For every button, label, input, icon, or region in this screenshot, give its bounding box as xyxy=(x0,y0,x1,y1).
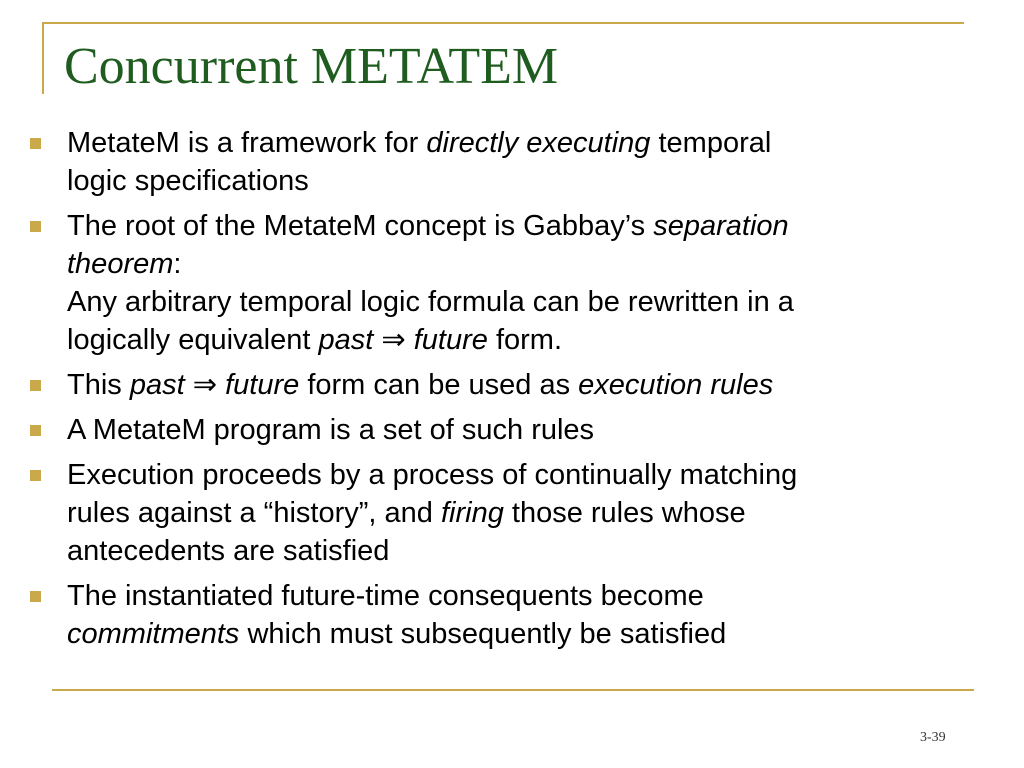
bullet-item xyxy=(30,411,1000,449)
footer-rule xyxy=(52,689,974,691)
emphasis-text: past xyxy=(318,324,374,356)
bullet-text: A MetateM program is a set of such rules xyxy=(67,414,595,446)
bullet-line xyxy=(67,207,1000,245)
bullet-line xyxy=(67,411,1000,449)
emphasis-text: past xyxy=(129,369,185,401)
bullet-text: which must subsequently be satisfied xyxy=(239,618,727,650)
square-bullet-icon xyxy=(30,470,41,481)
bullet-text: Execution proceeds by a process of continually matching xyxy=(67,459,798,491)
square-bullet-icon xyxy=(30,425,41,436)
bullet-text: rules against a “history”, and xyxy=(67,497,441,529)
bullet-text: : xyxy=(173,248,182,280)
bullet-line xyxy=(67,366,1000,404)
bullet-line xyxy=(67,456,1000,494)
bullet-item xyxy=(30,366,1000,404)
bullet-text: form. xyxy=(487,324,563,356)
bullet-line xyxy=(67,124,1000,162)
title-frame-top-rule xyxy=(42,22,964,24)
emphasis-text: future xyxy=(413,324,488,356)
bullet-text: form can be used as xyxy=(299,369,579,401)
emphasis-text: future xyxy=(225,369,300,401)
bullet-text: those rules whose xyxy=(503,497,746,529)
bullet-text: antecedents are satisfied xyxy=(67,535,390,567)
bullet-item xyxy=(30,207,1000,359)
bullet-line xyxy=(67,494,1000,532)
bullet-text: logic specifications xyxy=(67,165,309,197)
bullet-text: This xyxy=(67,369,130,401)
bullet-text: Any arbitrary temporal logic formula can be rewritten in a xyxy=(67,286,794,318)
bullet-text: logically equivalent xyxy=(67,324,319,356)
slide-number: 3-39 xyxy=(920,730,946,745)
emphasis-text: theorem xyxy=(67,248,174,280)
square-bullet-icon xyxy=(30,221,41,232)
bullet-text: The root of the MetateM concept is Gabbay’s xyxy=(67,210,654,242)
bullet-text: temporal xyxy=(650,127,772,159)
emphasis-text: commitments xyxy=(67,618,240,650)
bullet-line xyxy=(67,162,1000,200)
square-bullet-icon xyxy=(30,591,41,602)
bullet-item xyxy=(30,577,1000,653)
bullet-line xyxy=(67,245,1000,283)
bullet-line xyxy=(67,283,1000,321)
emphasis-text: execution rules xyxy=(578,369,774,401)
bullet-text: ⇒ xyxy=(373,324,414,356)
bullet-item xyxy=(30,456,1000,570)
square-bullet-icon xyxy=(30,138,41,149)
bullet-item xyxy=(30,124,1000,200)
emphasis-text: firing xyxy=(440,497,504,529)
bullet-line xyxy=(67,532,1000,570)
bullet-line xyxy=(67,577,1000,615)
slide-title: Concurrent METATEM xyxy=(64,38,559,95)
bullet-list xyxy=(30,124,1000,660)
square-bullet-icon xyxy=(30,380,41,391)
bullet-text: MetateM is a framework for xyxy=(67,127,427,159)
bullet-text: ⇒ xyxy=(184,369,226,401)
title-frame-left-rule xyxy=(42,22,44,94)
bullet-text: The instantiated future-time consequents become xyxy=(67,580,704,612)
emphasis-text: separation xyxy=(653,210,789,242)
bullet-line xyxy=(67,615,1000,653)
bullet-line xyxy=(67,321,1000,359)
emphasis-text: directly executing xyxy=(426,127,651,159)
